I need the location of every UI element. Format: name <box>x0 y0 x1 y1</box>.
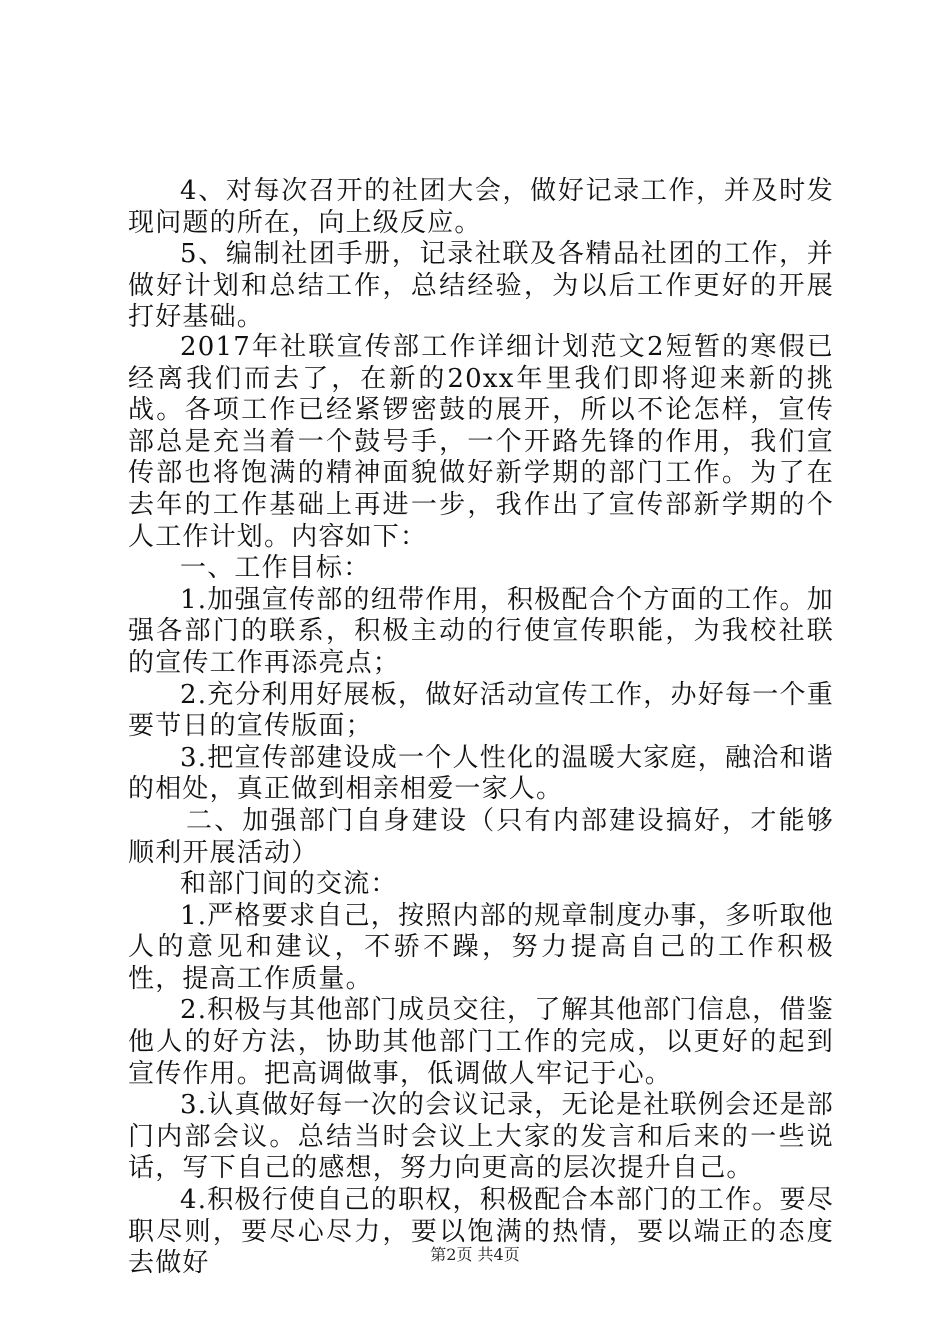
paragraph-item-5: 5、编制社团手册，记录社联及各精品社团的工作，并做好计划和总结工作，总结经验，为以后工作更好的开展打好基础。 <box>128 239 834 333</box>
page-number-footer: 第2页 共4页 <box>430 1245 520 1264</box>
building-item-3: 3.认真做好每一次的会议记录，无论是社联例会还是部门内部会议。总结当时会议上大家的发言和后来的一些说话，写下自己的感想，努力向更高的层次提升自己。 <box>128 1090 834 1184</box>
intro-paragraph: 2017年社联宣传部工作详细计划范文2短暂的寒假已经离我们而去了，在新的20xx年里我们即将迎来新的挑战。各项工作已经紧锣密鼓的展开，所以不论怎样，宣传部总是充当着一个鼓号手，一个开路先锋的作用，我们宣传部也将饱满的精神面貌做好新学期的部门工作。为了在去年的工作基础上再进一步，我作出了宣传部新学期的个人工作计划。内容如下： <box>128 332 834 552</box>
paragraph-group-top <box>128 176 834 334</box>
building-item-1: 1.严格要求自己，按照内部的规章制度办事，多听取他人的意见和建议，不骄不躁，努力提高自己的工作积极性，提高工作质量。 <box>128 900 834 994</box>
paragraph-item-4: 4、对每次召开的社团大会，做好记录工作，并及时发现问题的所在，向上级反应。 <box>128 176 834 238</box>
building-item-2: 2.积极与其他部门成员交往，了解其他部门信息，借鉴他人的好方法，协助其他部门工作的完成，以更好的起到宣传作用。把高调做事，低调做人牢记于心。 <box>128 995 834 1089</box>
section-subheading-communication: 和部门间的交流： <box>180 869 398 900</box>
goal-item-3: 3.把宣传部建设成一个人性化的温暖大家庭，融洽和谐的相处，真正做到相亲相爱一家人。 <box>128 742 834 805</box>
paragraph-group-main <box>128 332 834 1280</box>
goal-item-2: 2.充分利用好展板，做好活动宣传工作，办好每一个重要节日的宣传版面； <box>128 679 834 742</box>
goal-item-1: 1.加强宣传部的纽带作用，积极配合个方面的工作。加强各部门的联系，积极主动的行使宣传职能，为我校社联的宣传工作再添亮点； <box>128 584 834 678</box>
section-heading-goals: 一、工作目标： <box>180 553 371 584</box>
section-heading-self-building: 二、加强部门自身建设（只有内部建设搞好，才能够顺利开展活动） <box>128 805 834 868</box>
building-item-4: 4.积极行使自己的职权，积极配合本部门的工作。要尽职尽则，要尽心尽力，要以饱满的热情，要以端正的态度去做好 <box>128 1185 834 1279</box>
